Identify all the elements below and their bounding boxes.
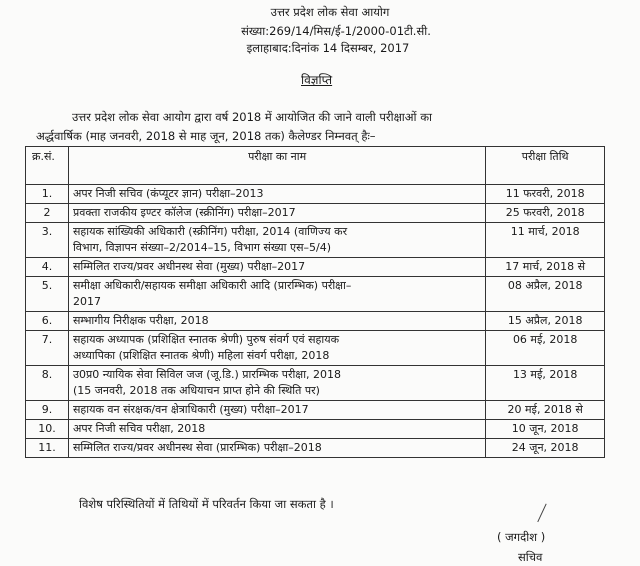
signatory-name: ( जगदीश ) [497,530,546,544]
row-exam-name-line: अपर निजी सचिव परीक्षा, 2018 [72,422,206,435]
table-row [26,312,605,331]
table-row [26,331,605,366]
row-exam-date: 08 अप्रैल, 2018 [486,277,605,312]
row-exam-name [68,312,485,331]
row-exam-name [68,185,485,204]
footer-note: विशेष परिस्थितियों में तिथियों में परिवर्तन किया जा सकता है । [79,497,334,511]
table-header-row [26,147,605,185]
row-exam-date: 17 मार्च, 2018 से [486,258,605,277]
table-row [26,277,605,312]
row-serial: 10. [26,420,69,439]
row-serial: 1. [26,185,69,204]
table-row [26,223,605,258]
row-exam-date: 06 मई, 2018 [486,331,605,366]
table-row [26,420,605,439]
column-header-serial: क्र.सं. [26,147,69,185]
row-serial: 11. [26,439,69,458]
row-exam-name-line: सहायक सांख्यिकी अधिकारी (स्क्रीनिंग) परीक्षा, 2014 (वाणिज्य कर [72,225,348,238]
row-exam-name [68,439,485,458]
row-serial: 6. [26,312,69,331]
issue-date: इलाहाबाद:दिनांक 14 दिसम्बर, 2017 [246,41,410,55]
row-exam-name-line: सहायक अध्यापक (प्रशिक्षित स्नातक श्रेणी) पुरुष संवर्ग एवं सहायक [72,333,340,346]
signature-mark [537,504,555,527]
row-exam-name-line: सहायक वन संरक्षक/वन क्षेत्राधिकारी (मुख्य) परीक्षा–2017 [72,403,309,416]
row-exam-name [68,331,485,366]
row-serial: 7. [26,331,69,366]
row-exam-date: 11 मार्च, 2018 [486,223,605,258]
row-exam-name-line: सम्भागीय निरीक्षक परीक्षा, 2018 [72,314,209,327]
row-exam-name [68,420,485,439]
table-row [26,258,605,277]
row-exam-date: 10 जून, 2018 [486,420,605,439]
row-serial: 2 [26,204,69,223]
row-exam-name [68,258,485,277]
table-row [26,204,605,223]
column-header-exam-name: परीक्षा का नाम [68,147,485,185]
row-exam-date: 15 अप्रैल, 2018 [486,312,605,331]
signatory-designation: सचिव [518,550,543,564]
table-row [26,439,605,458]
row-exam-name-line: विभाग, विज्ञापन संख्या–2/2014–15, विभाग संख्या एस–5/4) [72,241,332,254]
row-exam-name [68,401,485,420]
row-exam-name-line: सम्मिलित राज्य/प्रवर अधीनस्थ सेवा (प्रारम्भिक) परीक्षा–2018 [72,441,322,454]
row-exam-name [68,277,485,312]
row-exam-name [68,366,485,401]
row-exam-name-line: अध्यापिका (प्रशिक्षित स्नातक श्रेणी) महिला संवर्ग परीक्षा, 2018 [72,349,330,362]
row-exam-name-line: सम्मिलित राज्य/प्रवर अधीनस्थ सेवा (मुख्य) परीक्षा–2017 [72,260,306,273]
exam-calendar-table [25,146,605,458]
notice-heading: विज्ञप्ति [301,73,333,87]
row-serial: 3. [26,223,69,258]
row-exam-name-line: प्रवक्ता राजकीय इण्टर कॉलेज (स्क्रीनिंग) परीक्षा–2017 [72,206,296,219]
table-row [26,366,605,401]
row-exam-name-line: अपर निजी सचिव (कंप्यूटर ज्ञान) परीक्षा–2013 [72,187,264,200]
intro-line-1: उत्तर प्रदेश लोक सेवा आयोग द्वारा वर्ष 2018 में आयोजित की जाने वाली परीक्षाओं का [72,110,433,124]
row-serial: 4. [26,258,69,277]
row-exam-date: 13 मई, 2018 [486,366,605,401]
row-exam-name-line: समीक्षा अधिकारी/सहायक समीक्षा अधिकारी आदि (प्रारम्भिक) परीक्षा– [72,279,352,292]
row-exam-name-line: 2017 [72,295,101,308]
row-exam-date: 24 जून, 2018 [486,439,605,458]
intro-line-2: अर्द्धवार्षिक (माह जनवरी, 2018 से माह जून, 2018 तक) कैलेण्डर निम्नवत् हैः– [36,129,376,143]
row-exam-date: 11 फरवरी, 2018 [486,185,605,204]
row-exam-date: 20 मई, 2018 से [486,401,605,420]
row-exam-date: 25 फरवरी, 2018 [486,204,605,223]
row-exam-name [68,204,485,223]
table-row [26,401,605,420]
reference-number: संख्या:269/14/मिस/ई-1/2000-01टी.सी. [241,24,431,38]
row-serial: 9. [26,401,69,420]
row-serial: 8. [26,366,69,401]
row-exam-name-line: उ0प्र0 न्यायिक सेवा सिविल जज (जू.डि.) प्रारम्भिक परीक्षा, 2018 [72,368,342,381]
column-header-exam-date: परीक्षा तिथि [486,147,605,185]
row-exam-name [68,223,485,258]
row-serial: 5. [26,277,69,312]
table-row [26,185,605,204]
organization-name: उत्तर प्रदेश लोक सेवा आयोग [270,5,390,19]
row-exam-name-line: (15 जनवरी, 2018 तक अधियाचन प्राप्त होने की स्थिति पर) [72,384,320,397]
